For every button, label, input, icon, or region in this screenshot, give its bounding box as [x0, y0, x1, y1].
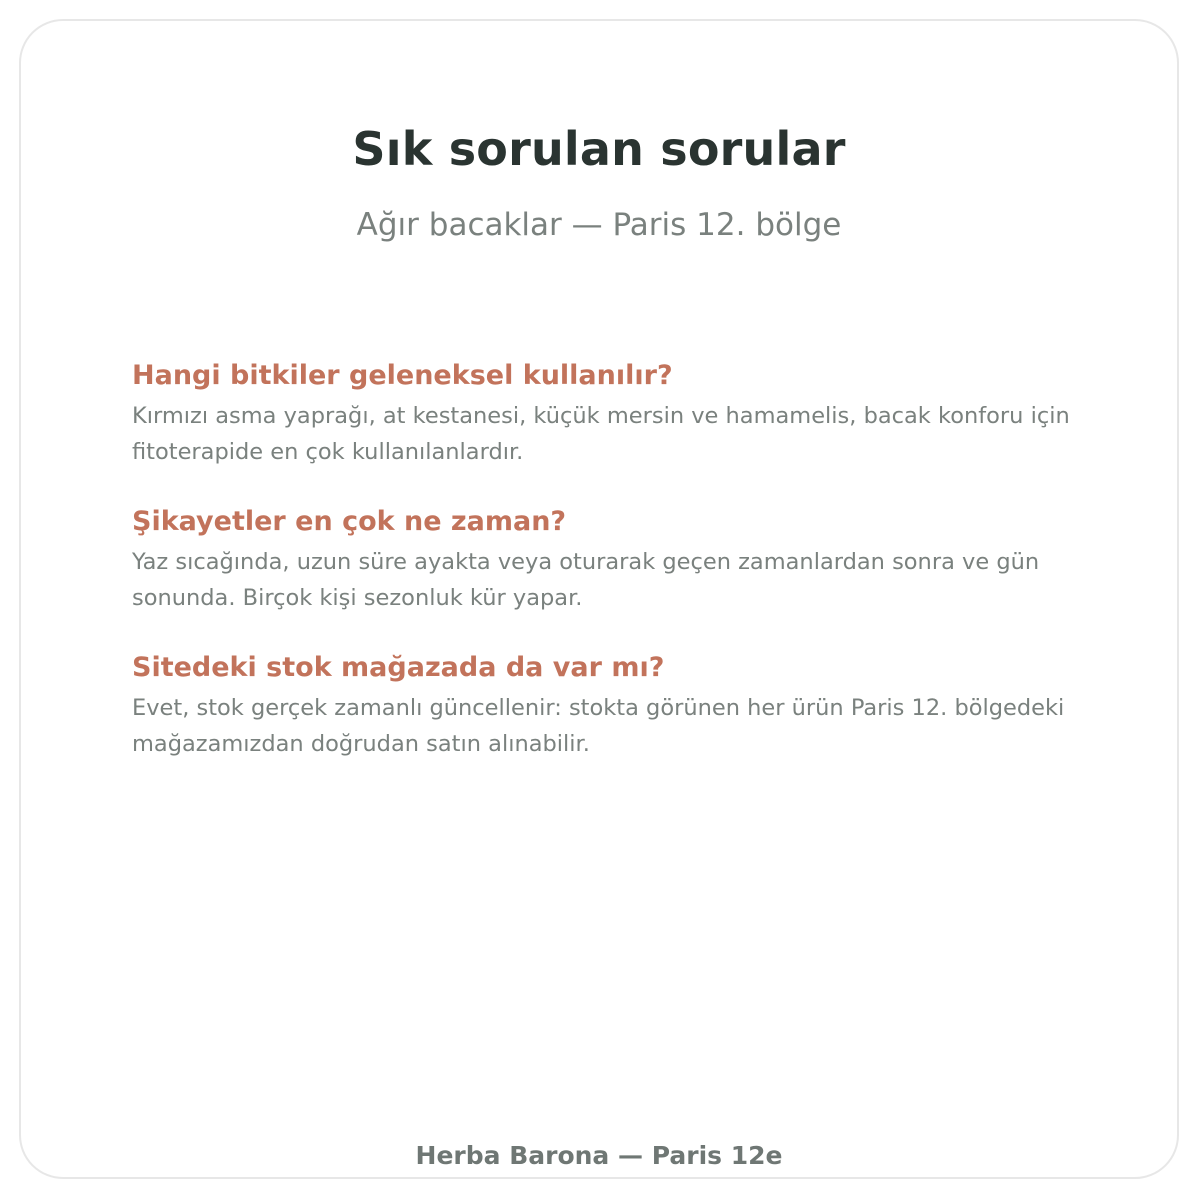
faq-question: Hangi bitkiler geleneksel kullanılır?: [132, 360, 673, 391]
faq-list: [132, 354, 1142, 792]
faq-question: Şikayetler en çok ne zaman?: [132, 506, 567, 537]
faq-question: Sitedeki stok mağazada da var mı?: [132, 652, 665, 683]
faq-answer: Yaz sıcağında, uzun süre ayakta veya oturarak geçen zamanlardan sonra ve gün sonunda. Birçok kişi sezonluk kür yapar.: [132, 549, 1040, 611]
faq-item: [132, 646, 1142, 762]
faq-card: [19, 19, 1179, 1179]
page-title: Sık sorulan sorular: [352, 122, 846, 176]
footer-brand: Herba Barona — Paris 12e: [415, 1141, 783, 1170]
page-subtitle: Ağır bacaklar — Paris 12. bölge: [356, 207, 842, 243]
faq-item: [132, 500, 1142, 616]
faq-item: [132, 354, 1142, 470]
faq-answer: Evet, stok gerçek zamanlı güncellenir: stokta görünen her ürün Paris 12. bölgedeki mağazamızdan doğrudan satın alınabilir.: [132, 695, 1065, 757]
faq-answer: Kırmızı asma yaprağı, at kestanesi, küçük mersin ve hamamelis, bacak konforu için fitoterapide en çok kullanılanlardır.: [132, 403, 1070, 465]
